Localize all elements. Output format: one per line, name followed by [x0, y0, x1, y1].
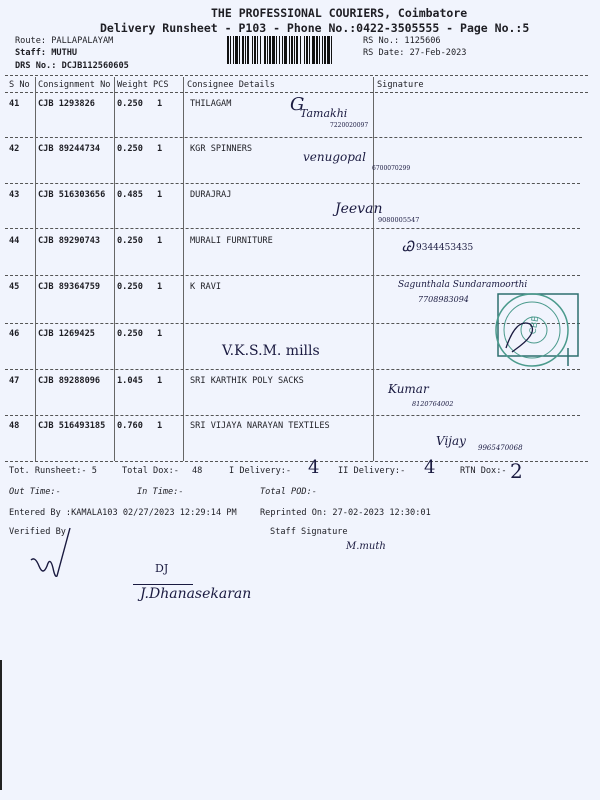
cell-consignee: SRI VIJAYA NARAYAN TEXTILES: [190, 421, 330, 431]
total-pod: Total POD:-: [260, 487, 317, 497]
cell-consignment: CJB 89290743: [38, 236, 101, 246]
cell-sno: 47: [9, 376, 20, 386]
cell-weight: 0.250: [117, 329, 143, 339]
cell-weight: 0.485: [117, 190, 143, 200]
out-time: Out Time:-: [9, 487, 61, 497]
verified-by-label: Verified By: [9, 527, 66, 537]
cell-consignment: CJB 89364759: [38, 282, 101, 292]
divider: [5, 183, 580, 184]
signature-phone-42: 6700070299: [372, 165, 411, 172]
divider: [5, 415, 580, 416]
cell-pcs: 1: [157, 99, 163, 109]
rtn-dox-label: RTN Dox:-: [460, 466, 507, 476]
verifier-signature: J.Dhanasekaran: [140, 586, 252, 602]
column-divider: [183, 77, 184, 461]
cell-pcs: 1: [157, 329, 163, 339]
company-title: THE PROFESSIONAL COURIERS, Coimbatore: [211, 6, 468, 20]
cell-sno: 44: [9, 236, 20, 246]
cell-pcs: 1: [157, 236, 163, 246]
cell-sno: 41: [9, 99, 20, 109]
divider: [5, 228, 580, 229]
total-runsheet: Tot. Runsheet:- 5: [9, 466, 97, 476]
cell-consignee: THILAGAM: [190, 99, 232, 109]
col-header-consignee: Consignee Details: [187, 80, 275, 90]
cell-consignment: CJB 516493185: [38, 421, 106, 431]
signature-row-41: G: [290, 94, 305, 115]
barcode-bar: [332, 36, 334, 64]
signature-text-43: Jeevan: [335, 201, 383, 217]
cell-consignment: CJB 1269425: [38, 329, 95, 339]
col-header-consignment: Consignment No: [38, 80, 111, 90]
staff-signature-label: Staff Signature: [270, 527, 348, 537]
runsheet-subtitle: Delivery Runsheet - P103 - Phone No.:0422-3505555 - Page No.:5: [100, 21, 530, 35]
drs-number: DRS No.: DCJB112560605: [15, 61, 129, 71]
column-divider: [35, 77, 36, 461]
cell-consignee: K RAVI: [190, 282, 222, 292]
cell-consignee: MURALI FURNITURE: [190, 236, 273, 246]
route: Route: PALLAPALAYAM: [15, 36, 114, 46]
signature-phone-44: 9344453435: [416, 243, 474, 253]
divider: [5, 75, 588, 76]
cell-weight: 0.760: [117, 421, 143, 431]
cell-consignee: DURAJRAJ: [190, 190, 232, 200]
svg-text:CBE: CBE: [528, 315, 542, 336]
company-stamp: [486, 288, 586, 378]
column-divider: [373, 77, 374, 461]
in-time: In Time:-: [137, 487, 184, 497]
staff: Staff: MUTHU: [15, 48, 78, 58]
handwritten-consignee-46: V.K.S.M. mills: [222, 343, 320, 359]
signature-phone-45: 7708983094: [418, 295, 469, 304]
ii-delivery-label: II Delivery:-: [338, 466, 406, 476]
cell-consignment: CJB 1293826: [38, 99, 95, 109]
signature-text-41: Tamakhi: [300, 107, 348, 120]
cell-sno: 43: [9, 190, 20, 200]
col-header-sno: S No: [9, 80, 30, 90]
signature-phone-48: 9965470068: [478, 444, 523, 452]
cell-sno: 45: [9, 282, 20, 292]
entered-by: Entered By :KAMALA103 02/27/2023 12:29:14 PM: [9, 508, 237, 518]
ii-delivery-value: 4: [424, 457, 436, 478]
col-header-signature: Signature: [377, 80, 424, 90]
verifier-underline: [133, 584, 193, 585]
cell-consignee: KGR SPINNERS: [190, 144, 253, 154]
col-header-weight: Weight: [117, 80, 149, 90]
signature-phone-41: 7220020097: [330, 122, 369, 129]
cell-pcs: 1: [157, 421, 163, 431]
rtn-dox-value: 2: [510, 459, 523, 483]
rs-date: RS Date: 27-Feb-2023: [363, 48, 467, 58]
total-dox-value: 48: [192, 466, 203, 476]
verification-checkmark: [25, 526, 75, 586]
signature-phone-43: 9080005547: [378, 216, 420, 224]
cell-pcs: 1: [157, 376, 163, 386]
signature-text-42: venugopal: [303, 150, 366, 164]
cell-weight: 0.250: [117, 99, 143, 109]
cell-consignment: CJB 89288096: [38, 376, 101, 386]
total-dox-label: Total Dox:-: [122, 466, 179, 476]
cell-sno: 48: [9, 421, 20, 431]
cell-consignee: SRI KARTHIK POLY SACKS: [190, 376, 304, 386]
cell-pcs: 1: [157, 144, 163, 154]
signature-text-44: Ꮚ: [402, 239, 414, 255]
cell-weight: 0.250: [117, 282, 143, 292]
divider: [5, 275, 580, 276]
signature-text-48: Vijay: [436, 434, 466, 448]
cell-weight: 0.250: [117, 144, 143, 154]
reprinted-on: Reprinted On: 27-02-2023 12:30:01: [260, 508, 431, 518]
rs-number: RS No.: 1125606: [363, 36, 441, 46]
divider: [5, 137, 582, 138]
divider: [5, 92, 588, 93]
signature-phone-47: 8120764002: [412, 400, 454, 408]
cell-consignment: CJB 516303656: [38, 190, 106, 200]
cell-weight: 0.250: [117, 236, 143, 246]
staff-signature-value: M.muth: [346, 541, 386, 552]
cell-pcs: 1: [157, 282, 163, 292]
cell-weight: 1.045: [117, 376, 143, 386]
cell-pcs: 1: [157, 190, 163, 200]
signature-text-47: Kumar: [388, 382, 429, 396]
signature-text-45: Sagunthala Sundaramoorthi: [398, 280, 528, 290]
cell-sno: 46: [9, 329, 20, 339]
cell-sno: 42: [9, 144, 20, 154]
i-delivery-value: 4: [308, 457, 320, 478]
i-delivery-label: I Delivery:-: [229, 466, 292, 476]
column-divider: [114, 77, 115, 461]
divider: [5, 461, 588, 462]
barcode-icon: [227, 36, 357, 64]
scan-edge: [0, 660, 2, 790]
verifier-initial: DJ: [155, 562, 169, 575]
col-header-pcs: PCS: [153, 80, 169, 90]
cell-consignment: CJB 89244734: [38, 144, 101, 154]
